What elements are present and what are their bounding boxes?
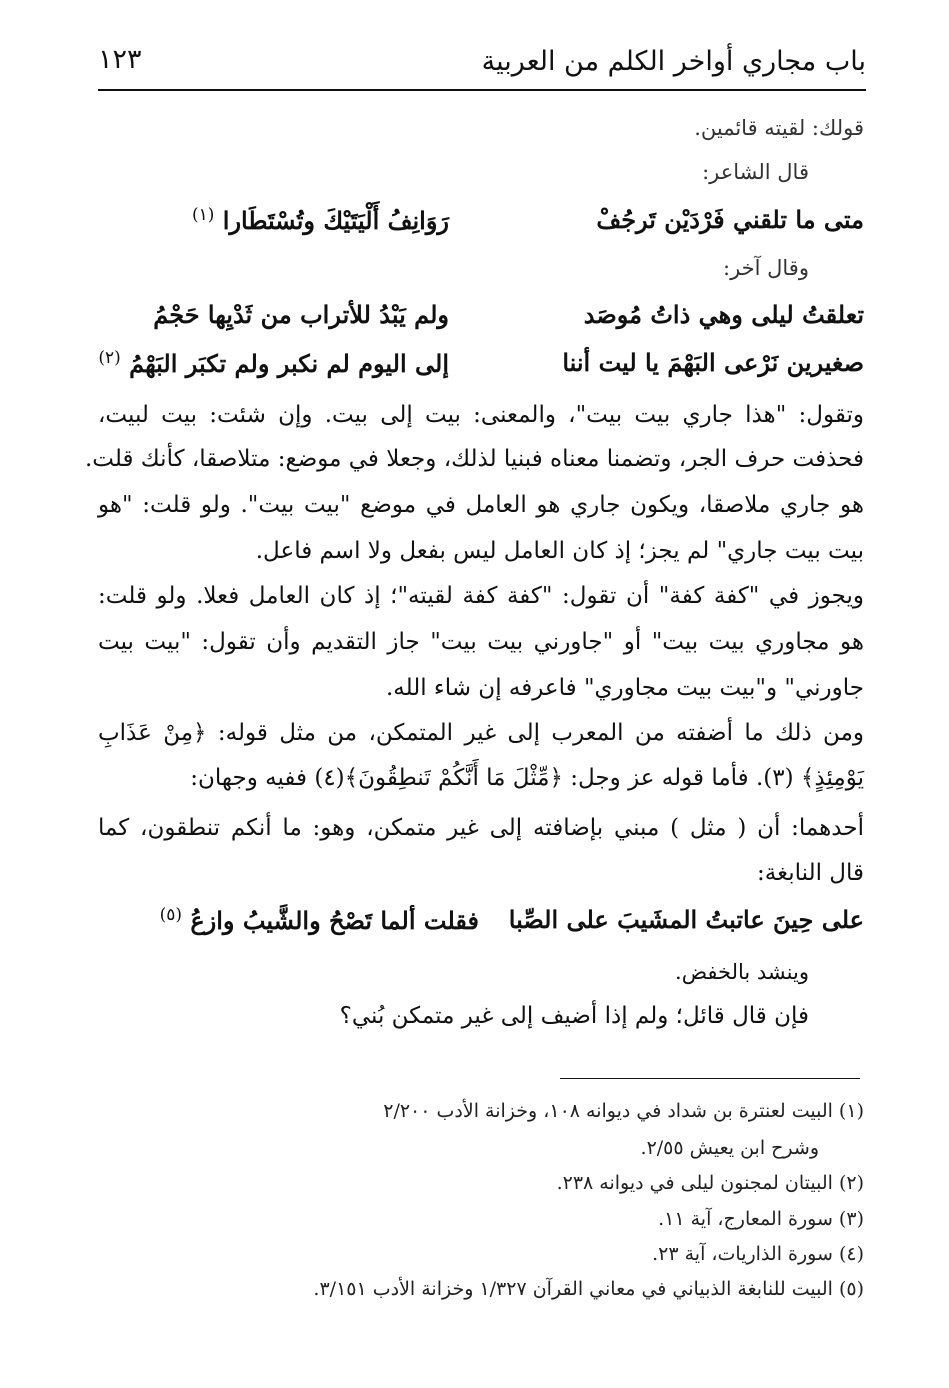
page-number: ١٢٣ bbox=[98, 44, 142, 75]
paragraph-line: هو مجاوري بيت بيت" أو "جاورني بيت بيت" جاز التقديم وأن تقول: "بيت بيت bbox=[98, 629, 864, 655]
footnote: وشرح ابن يعيش ٢/٥٥. bbox=[640, 1137, 819, 1159]
footnote: (٣) سورة المعارج، آية ١١. bbox=[658, 1208, 864, 1230]
verse-text: فقلت ألما تَصْحُ والشَّيبُ وازعُ bbox=[190, 906, 479, 935]
paragraph-line: فحذفت حرف الجر، وتضمنا معناه فبنيا لذلك، وجعلا في موضع: متلاصقا، كأنك قلت. bbox=[84, 446, 864, 472]
verse-hemistich-right: على حِينَ عاتبتُ المشَيبَ على الصِّبا bbox=[508, 905, 864, 934]
paragraph-line: وتقول: "هذا جاري بيت بيت"، والمعنى: بيت إلى بيت. وإن شئت: بيت لبيت، bbox=[98, 402, 864, 428]
running-header bbox=[98, 38, 866, 90]
verse-hemistich-right: صغيرين نَرْعى البَهْمَ يا ليت أننا bbox=[562, 348, 864, 377]
paragraph-line: هو جاري ملاصقا، ويكون جاري هو العامل في موضع "بيت بيت". ولو قلت: "هو bbox=[98, 492, 864, 518]
verse-hemistich-left bbox=[192, 205, 449, 235]
verse-hemistich-left: ولم يَبْدُ للأتراب من ثَدْيِها حَجْمُ bbox=[153, 300, 449, 329]
verse-text: إلى اليوم لم نكبر ولم تكبَر البَهْمُ bbox=[129, 349, 449, 378]
paragraph-line: قال النابغة: bbox=[757, 860, 864, 886]
body-line: قولك: لقيته قائمين. bbox=[694, 116, 864, 140]
paragraph-line: جاورني" و"بيت بيت مجاوري" فاعرفه إن شاء الله. bbox=[385, 675, 864, 701]
paragraph-line: بيت بيت جاري" لم يجز؛ إذ كان العامل ليس بفعل ولا اسم فاعل. bbox=[255, 538, 864, 564]
poet-intro: وقال آخر: bbox=[723, 256, 809, 280]
verse-hemistich-left bbox=[160, 905, 479, 935]
footnote-marker: (١) bbox=[192, 205, 215, 225]
body-line: وينشد بالخفض. bbox=[675, 960, 809, 984]
paragraph-line: أحدهما: أن ( مثل ) مبني بإضافته إلى غير متمكن، وهو: ما أنكم تنطقون، كما bbox=[98, 815, 864, 841]
footnote: (٥) البيت للنابغة الذبياني في معاني القرآن ١/٣٢٧ وخزانة الأدب ٣/١٥١. bbox=[313, 1278, 864, 1300]
footnote-rule bbox=[560, 1078, 860, 1079]
chapter-title: باب مجاري أواخر الكلم من العربية bbox=[481, 46, 866, 77]
footnote-marker: (٢) bbox=[98, 348, 121, 368]
header-rule bbox=[98, 89, 866, 91]
footnote: (٢) البيتان لمجنون ليلى في ديوانه ٢٣٨. bbox=[556, 1172, 864, 1194]
verse-hemistich-right: تعلقتُ ليلى وهي ذاتُ مُوصَد bbox=[583, 300, 864, 329]
footnote: (٤) سورة الذاريات، آية ٢٣. bbox=[652, 1243, 864, 1265]
body-line: فإن قال قائل؛ ولم إذا أضيف إلى غير متمكن بُني؟ bbox=[339, 1003, 809, 1029]
paragraph-line: ويجوز في "كفة كفة" أن تقول: "كفة كفة لقيته"؛ إذ كان العامل فعلا. ولو قلت: bbox=[98, 583, 864, 609]
verse-hemistich-right: متى ما تلقني فَرْدَيْن تَرجُفْ bbox=[596, 205, 864, 234]
paragraph-line: يَوْمِئِذٍ﴾ (٣). فأما قوله عز وجل: ﴿مِّثْلَ مَا أَنَّكُمْ تَنطِقُونَ﴾(٤) ففيه وجهان: bbox=[190, 765, 864, 791]
poet-intro: قال الشاعر: bbox=[702, 160, 809, 184]
paragraph-line: ومن ذلك ما أضفته من المعرب إلى غير المتمكن، من مثل قوله: ﴿مِنْ عَذَابِ bbox=[98, 720, 864, 746]
footnote-marker: (٥) bbox=[159, 905, 182, 925]
verse-text: رَوَانِفُ أَلْيَتَيْكَ وتُسْتَطَارا bbox=[222, 206, 449, 235]
verse-hemistich-left bbox=[98, 348, 449, 378]
footnote: (١) البيت لعنترة بن شداد في ديوانه ١٠٨، وخزانة الأدب ٢/٢٠٠ bbox=[383, 1100, 864, 1122]
